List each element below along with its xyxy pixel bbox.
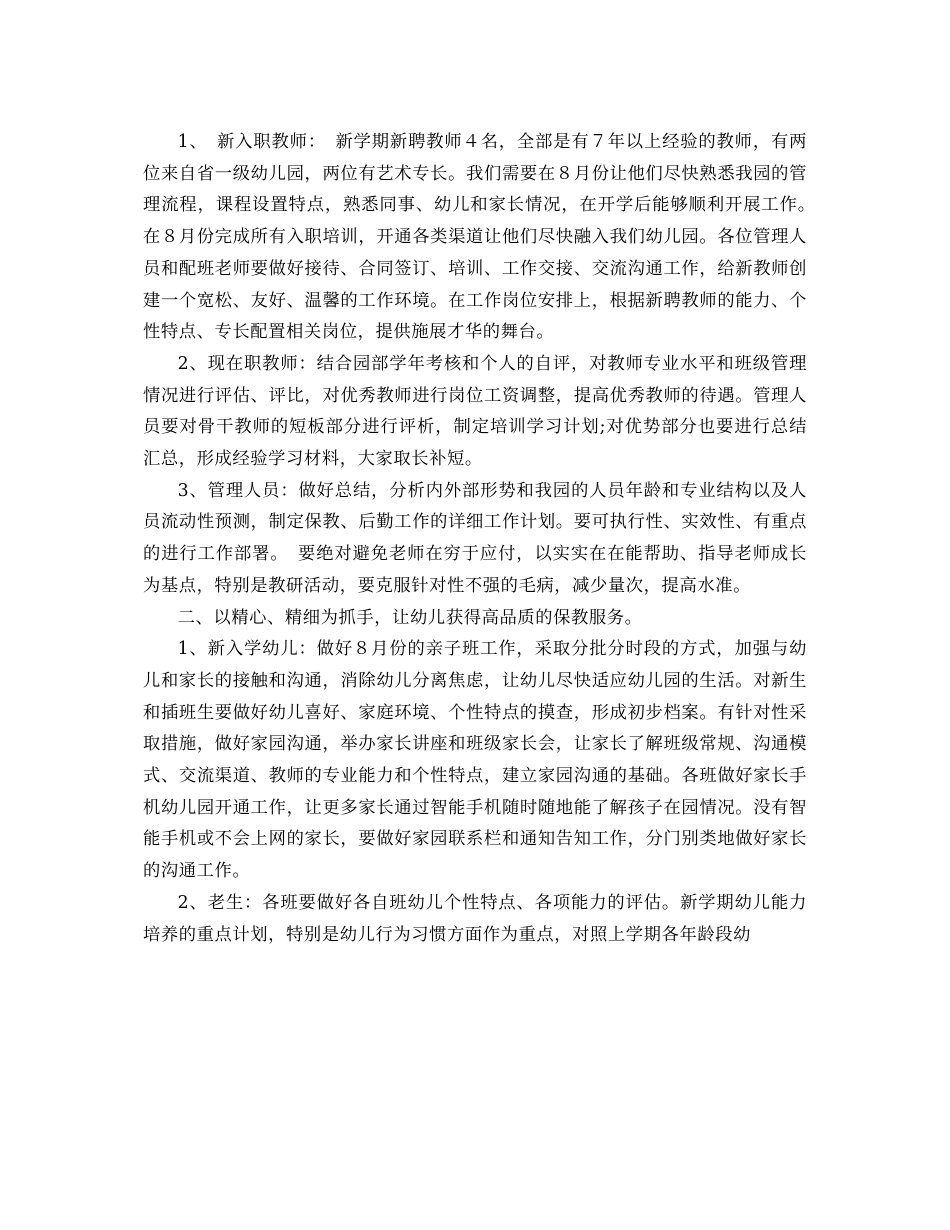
paragraph-new-children: 1、新入学幼儿：做好８月份的亲子班工作，采取分批分时段的方式，加强与幼儿和家长的接触和沟通，消除幼儿分离焦虑，让幼儿尽快适应幼儿园的生活。对新生和插班生要做好幼儿喜好、家庭环境、个性特点的摸查，形成初步档案。有针对性采取措施，做好家园沟通，举办家长讲座和班级家长会，让家长了解班级常规、沟通模式、交流渠道、教师的专业能力和个性特点，建立家园沟通的基础。各班做好家长手机幼儿园开通工作，让更多家长通过智能手机随时随地能了解孩子在园情况。没有智能手机或不会上网的家长，要做好家园联系栏和通知告知工作，分门别类地做好家长的沟通工作。 — [143, 639, 807, 882]
paragraph-returning-children: 2、老生：各班要做好各自班幼儿个性特点、各项能力的评估。新学期幼儿能力培养的重点计划，特别是幼儿行为习惯方面作为重点，对照上学期各年龄段幼 — [143, 892, 807, 945]
paragraph-new-teachers: 1、 新入职教师： 新学期新聘教师４名，全部是有７年以上经验的教师，有两位来自省一级幼儿园，两位有艺术专长。我们需要在８月份让他们尽快熟悉我园的管理流程，课程设置特点，熟悉同事、幼儿和家长情况，在开学后能够顺利开展工作。 在８月份完成所有入职培训，开通各类渠道让他们尽快融入我们幼儿园。各位管理人员和配班老师要做好接待、合同签订、培训、工作交接、交流沟通工作，给新教师创建一个宽松、友好、温馨的工作环境。在工作岗位安排上，根据新聘教师的能力、个性特点、专长配置相关岗位，提供施展才华的舞台。 — [143, 132, 825, 343]
paragraph-management-staff: 3、管理人员：做好总结，分析内外部形势和我园的人员年龄和专业结构以及人员流动性预测，制定保教、后勤工作的详细工作计划。要可执行性、实效性、有重点的进行工作部署。 要绝对避免老师在穷于应付，以实实在在能帮助、指导老师成长为基点，特别是教研活动，要克服针对性不强的毛病，减少量次，提高水准。 — [143, 480, 807, 596]
document-body — [143, 127, 825, 951]
paragraph-current-teachers: 2、现在职教师：结合园部学年考核和个人的自评，对教师专业水平和班级管理情况进行评估、评比，对优秀教师进行岗位工资调整，提高优秀教师的待遇。管理人员要对骨干教师的短板部分进行评析，制定培训学习计划;对优势部分也要进行总结汇总，形成经验学习材料，大家取长补短。 — [143, 353, 807, 470]
section-heading-childcare-service: 二、以精心、精细为抓手，让幼儿获得高品质的保教服务。 — [177, 607, 643, 628]
